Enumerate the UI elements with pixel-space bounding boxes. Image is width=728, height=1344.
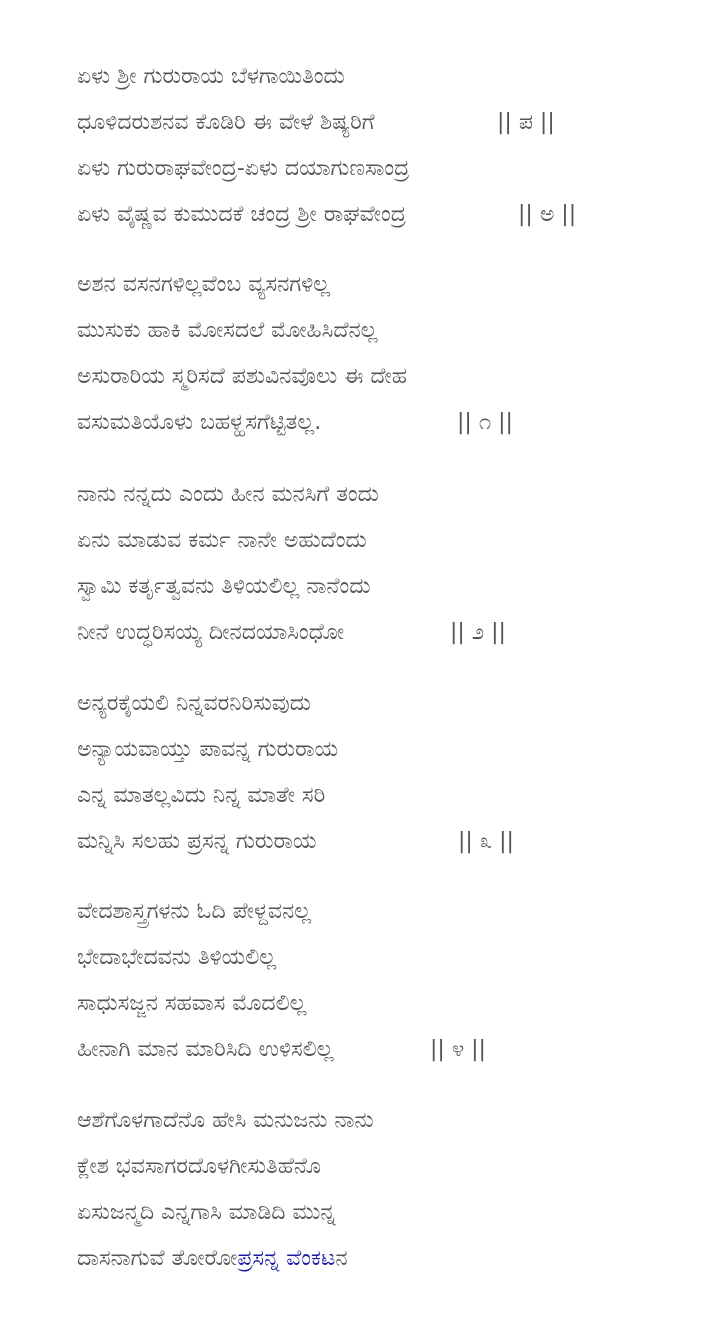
line-text: ವಸುಮತಿಯೊಳು ಬಹಳ್ಹಸಗೆಟ್ಟಿತಲ್ಲ. — [77, 410, 322, 435]
line-text-before-signature: ದಾಸನಾಗುವೆ ತೋರೋ — [77, 1246, 238, 1271]
line-text: ನೀನೆ ಉದ್ಧರಿಸಯ್ಯ ದೀನದಯಾಸಿಂಧೋ — [77, 620, 345, 645]
stanza-3 — [77, 681, 697, 865]
verse-marker: || ೧ || — [457, 410, 513, 435]
poem-line — [77, 308, 697, 354]
poem-line — [77, 935, 697, 981]
poem-line — [77, 100, 697, 146]
line-text: ಅಸುರಾರಿಯ ಸ್ಮರಿಸದೆ ಪಶುವಿನವೊಲು ಈ ದೇಹ — [77, 364, 407, 389]
poem-line — [77, 1098, 697, 1144]
stanza-4 — [77, 889, 697, 1073]
verse-marker: || ಅ || — [518, 202, 577, 227]
line-text: ಭೇದಾಭೇದವನು ತಿಳಿಯಲಿಲ್ಲ — [77, 945, 277, 970]
line-text: ಏನು ಮಾಡುವ ಕರ್ಮ ನಾನೇ ಅಹುದೆಂದು — [77, 528, 367, 553]
line-text: ಸ್ವಾಮಿ ಕರ್ತೃತ್ವವನು ತಿಳಿಯಲಿಲ್ಲ ನಾನೆಂದು — [77, 574, 371, 599]
verse-marker: || ೪ || — [430, 1037, 486, 1062]
stanza-5 — [77, 1098, 697, 1282]
poem-line — [77, 564, 697, 610]
line-text: ವೇದಶಾಸ್ತ್ರಗಳನು ಓದಿ ಪೇಳ್ದವನಲ್ಲ — [77, 899, 312, 924]
line-text: ನಾನು ನನ್ನದು ಎಂದು ಹೀನ ಮನಸಿಗೆ ತಂದು — [77, 482, 379, 507]
line-text-after-signature: ನ — [335, 1246, 348, 1271]
poem-line — [77, 1236, 697, 1282]
poem-line — [77, 727, 697, 773]
poem-line — [77, 54, 697, 100]
poem-line — [77, 773, 697, 819]
poem-line — [77, 518, 697, 564]
line-text: ಮುಸುಕು ಹಾಕಿ ಮೋಸದಲೆ ಮೋಹಿಸಿದೆನಲ್ಲ — [77, 318, 378, 343]
line-text: ಧೂಳಿದರುಶನವ ಕೊಡಿರಿ ಈ ವೇಳೆ ಶಿಷ್ಯರಿಗೆ — [77, 110, 375, 135]
line-text: ಸಾಧುಸಜ್ಜನ ಸಹವಾಸ ಮೊದಲಿಲ್ಲ — [77, 991, 307, 1016]
line-text: ಏಳು ಶ್ರೀ ಗುರುರಾಯ ಬೆಳಗಾಯಿತಿಂದು — [77, 64, 345, 89]
verse-marker: || ೩ || — [458, 829, 514, 854]
line-text: ಅನ್ಯರಕೈಯಲಿ ನಿನ್ನವರನಿರಿಸುವುದು — [77, 691, 311, 716]
stanza-1 — [77, 262, 697, 446]
poem-line — [77, 146, 697, 192]
line-text: ಎನ್ನ ಮಾತಲ್ಲವಿದು ನಿನ್ನ ಮಾತೇ ಸರಿ — [77, 783, 326, 808]
poem-line — [77, 1027, 697, 1073]
poem-line — [77, 192, 697, 238]
poem-line — [77, 1144, 697, 1190]
line-text: ಹೀನಾಗಿ ಮಾನ ಮಾರಿಸಿದಿ ಉಳಿಸಲಿಲ್ಲ — [77, 1037, 334, 1062]
stanza-2 — [77, 472, 697, 656]
verse-marker: || ಪ || — [497, 110, 555, 135]
poem-line — [77, 889, 697, 935]
line-text: ಅಶನ ವಸನಗಳಿಲ್ಲವೆಂಬ ವ್ಯಸನಗಳಿಲ್ಲ — [77, 272, 331, 297]
line-text: ಏಳು ವೈಷ್ಣವ ಕುಮುದಕೆ ಚಂದ್ರ ಶ್ರೀ ರಾಘವೇಂದ್ರ — [77, 202, 406, 227]
line-text: ಕ್ಲೇಶ ಭವಸಾಗರದೊಳಗೀಸುತಿಹೆನೊ — [77, 1154, 321, 1179]
poem-line — [77, 1190, 697, 1236]
poem-line — [77, 981, 697, 1027]
line-text: ಆಶೆಗೊಳಗಾದೆನೊ ಹೇಸಿ ಮನುಜನು ನಾನು — [77, 1108, 374, 1133]
poem-line — [77, 354, 697, 400]
poem-line — [77, 681, 697, 727]
line-text: ಏಸುಜನ್ಮದಿ ಎನ್ನಗಾಸಿ ಮಾಡಿದಿ ಮುನ್ನ — [77, 1200, 336, 1225]
verse-marker: || ೨ || — [450, 620, 506, 645]
line-text: ಏಳು ಗುರುರಾಘವೇಂದ್ರ-ಏಳು ದಯಾಗುಣಸಾಂದ್ರ — [77, 156, 410, 181]
line-text: ಮನ್ನಿಸಿ ಸಲಹು ಪ್ರಸನ್ನ ಗುರುರಾಯ — [77, 829, 317, 854]
line-text: ಅನ್ಯಾಯವಾಯ್ತು ಪಾವನ್ನ ಗುರುರಾಯ — [77, 737, 339, 762]
stanza-refrain — [77, 54, 697, 238]
poem-line — [77, 819, 697, 865]
poem-line — [77, 262, 697, 308]
poem-line — [77, 472, 697, 518]
ankita-signature: ಪ್ರಸನ್ನ ವೆಂಕಟ — [237, 1246, 336, 1271]
poem-line — [77, 400, 697, 446]
poem-line — [77, 610, 697, 656]
